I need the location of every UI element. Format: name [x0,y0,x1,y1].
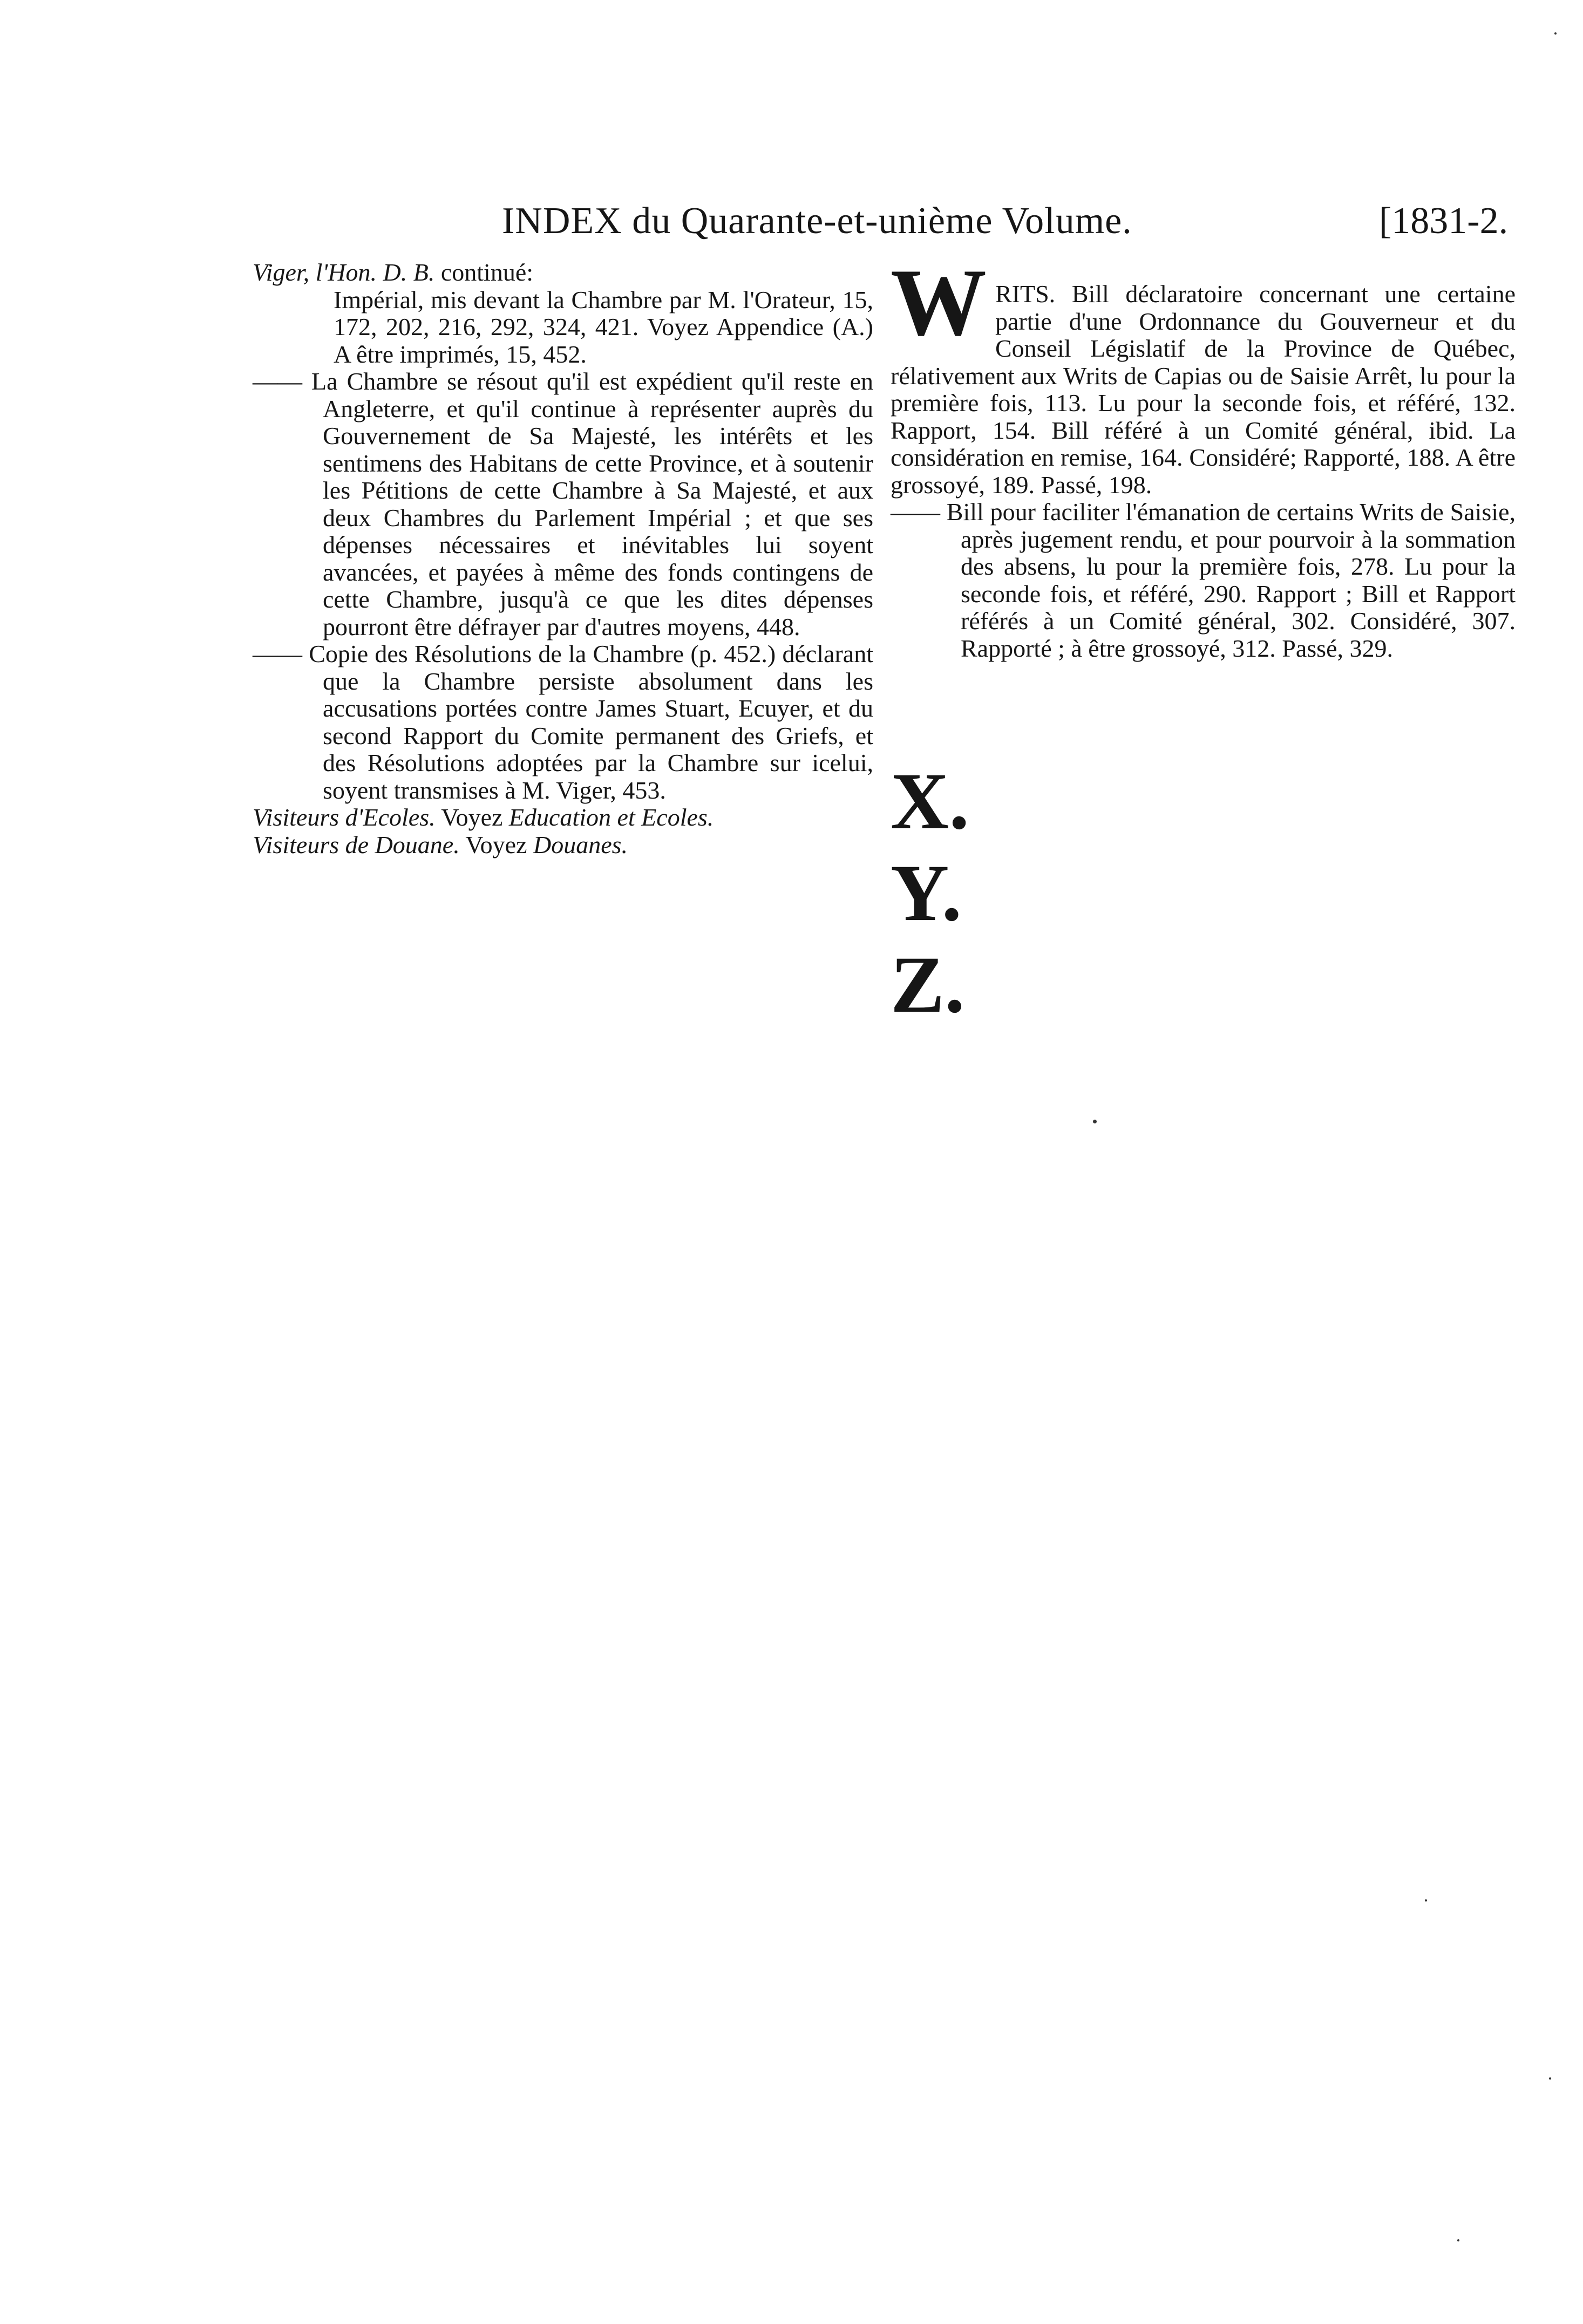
visiteurs-ecoles-see: Voyez [435,803,509,831]
section-letter-x: X. [891,757,969,846]
right-column [891,249,1516,662]
entry-viger-suffix: continué: [434,258,534,286]
entry-visiteurs-douane [253,832,873,859]
page-title: INDEX du Quarante-et-unième Volume. [502,200,1132,242]
section-letters [891,755,998,1031]
ink-speck [1425,1899,1427,1902]
left-column [253,259,873,858]
entry-writs [891,249,1516,499]
visiteurs-douane-ref: Douanes. [533,830,628,858]
section-initial-w: W [891,249,987,356]
entry-viger-copie: —— Copie des Résolutions de la Chambre (p. 452.) déclarant que la Chambre persiste absolument dans les accusations portées contre James Stuart, Ecuyer, et du second Rapport du Comite permanent des Griefs, et des Résolutions adoptées par la Chambre sur icelui, soyent transmises à M. Viger, 453. [253,640,873,804]
visiteurs-ecoles-head: Visiteurs d'Ecoles. [253,803,436,831]
entry-viger [253,259,873,287]
ink-speck [1457,2239,1459,2241]
ink-speck [1549,2077,1551,2080]
ink-speck [1554,32,1557,35]
entry-viger-resolution: —— La Chambre se résout qu'il est expédient qu'il reste en Angleterre, et qu'il continue à représenter auprès du Gouvernement de Sa Majesté, les intérêts et les sentimens des Habitans de cette Province, et à soutenir les Pétitions de cette Chambre à Sa Majesté, et aux deux Chambres du Parlement Impérial ; et que ses dépenses nécessaires et inévitables lui soyent avancées, et payées à même des fonds contingens de cette Chambre, jusqu'à ce que les dites dépenses pourront être défrayer par d'autres moyens, 448. [253,367,873,640]
writs-text: Bill déclaratoire concernant une certaine partie d'une Ordonnance du Gouverneur et du Conseil Législatif de la Province de Québec, rélativement aux Writs de Capias ou de Saisie Arrêt, lu pour la première fois, 113. Lu pour la seconde fois, et référé, 132. Rapport, 154. Bill référé à un Comité général, ibid. La considération en remise, 164. Considéré; Rapporté, 188. A être grossoyé, 189. Passé, 198. [891,280,1516,499]
writs-head: RITS. [995,280,1056,308]
page-year: [1831-2. [1379,200,1509,242]
page-header [0,197,1583,246]
visiteurs-ecoles-ref: Education et Ecoles. [508,803,714,831]
entry-viger-continuation: Impérial, mis devant la Chambre par M. l'Orateur, 15, 172, 202, 216, 292, 324, 421. Voyez Appendice (A.) A être imprimés, 15, 452. [334,285,873,368]
ink-speck [1093,1120,1097,1123]
entry-writs-saisie: —— Bill pour faciliter l'émanation de certains Writs de Saisie, après jugement rendu, et pour pourvoir à la sommation des absens, lu pour la première fois, 278. Lu pour la seconde fois, et référé, 290. Rapport ; Bill et Rapport référés à un Comité général, 302. Considéré, 307. Rapporté ; à être grossoyé, 312. Passé, 329. [891,498,1516,662]
visiteurs-douane-head: Visiteurs de Douane. [253,830,460,858]
section-letter-y: Y. [891,848,962,938]
visiteurs-douane-see: Voyez [459,830,533,858]
entry-viger-head: Viger, l'Hon. D. B. [253,258,435,286]
section-letter-z: Z. [891,940,965,1030]
entry-visiteurs-ecoles [253,804,873,832]
